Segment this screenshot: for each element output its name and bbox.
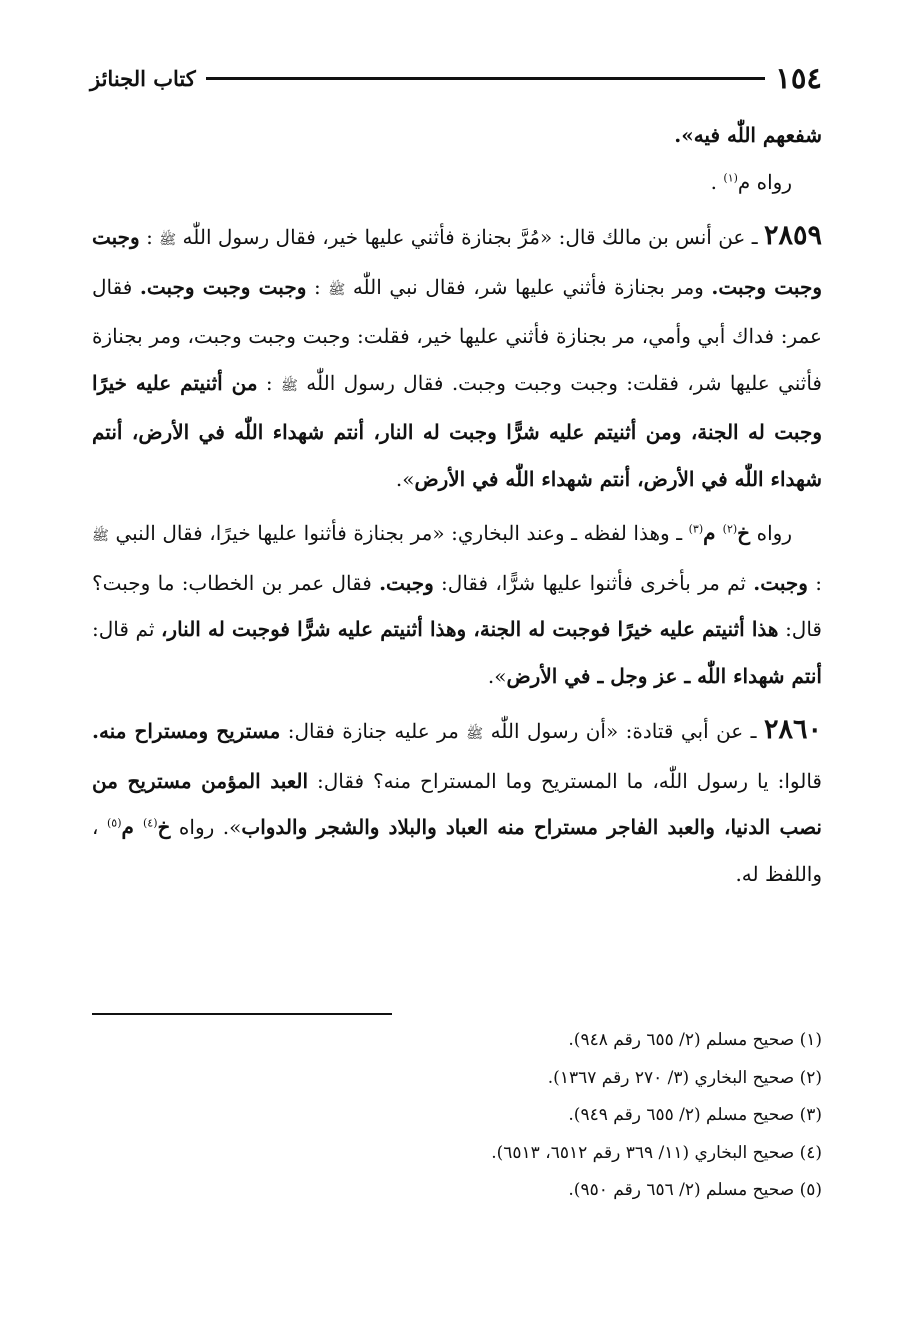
book-title: كتاب الجنائز [90,65,196,91]
page-number: ١٥٤ [775,61,822,95]
footnote-ref-4: (٤) [142,816,158,830]
hadith-number: ٢٨٥٩ [764,220,823,251]
footnote-1: (١) صحيح مسلم (٢/ ٦٥٥ رقم ٩٤٨). [568,1030,822,1050]
main-text [92,112,822,897]
continuation-line: شفعهم اللّٰه فيه». [674,123,822,147]
footnote-divider [92,1013,392,1015]
footnote-ref-2: (٢) [722,522,738,536]
hadith-number: ٢٨٦٠ [763,714,822,745]
footnote-3: (٣) صحيح مسلم (٢/ ٦٥٥ رقم ٩٤٩). [568,1105,822,1125]
narration-2859: رواه خ$^{(٢)}$ م$^{(٣)}$ ـ وهذا لفظه ـ وعند البخاري: «مر بجنازة فأثنوا عليها خيرًا، فقال النبي ﷺ : وجبت. ثم مر بأخرى فأثنوا عليها شرًّا، فقال: وجبت. فقال عمر بن الخطاب: ما وجبت؟ قال: هذا أثنيتم عليه خيرًا فوجبت له الجنة، وهذا أثنيتم عليه شرًّا فوجبت له النار، ثم قال: أنتم شهداء اللّٰه ـ عز وجل ـ في الأرض». [92,521,822,688]
header-rule [206,77,765,80]
footnotes [92,1022,822,1210]
footnote-5: (٥) صحيح مسلم (٢/ ٦٥٦ رقم ٩٥٠). [568,1180,822,1200]
salla-glyph: ﷺ [159,232,177,248]
narration-line: رواه م$^{(١)}$ . [710,169,792,194]
footnote-2: (٢) صحيح البخاري (٣/ ٢٧٠ رقم ١٣٦٧). [547,1067,822,1088]
footnote-ref-5: (٥) [106,816,122,830]
salla-glyph: ﷺ [281,377,298,394]
salla-glyph: ﷺ [328,281,346,298]
footnote-ref-3: (٣) [688,522,704,536]
salla-glyph: ﷺ [92,528,109,544]
page-header [90,58,822,98]
salla-glyph: ﷺ [466,726,484,742]
footnote-ref-1: (١) [723,170,738,184]
hadith-2860: ٢٨٦٠ ـ عن أبي قتادة: «أن رسول اللّٰه ﷺ مر عليه جنازة فقال: مستريح ومستراح منه. قالوا: يا رسول اللّٰه، ما المستريح وما المستراح منه؟ فقال: العبد المؤمن مستريح من نصب الدنيا، والعبد الفاجر مستراح منه العباد والبلاد والشجر والدواب». رواه خ$^{(٤)}$ م$^{(٥)}$ ، واللفظ له. [92,714,822,886]
footnote-4: (٤) صحيح البخاري (١١/ ٣٦٩ رقم ٦٥١٢، ٦٥١٣). [491,1142,822,1163]
hadith-2859: ٢٨٥٩ ـ عن أنس بن مالك قال: «مُرَّ بجنازة فأثني عليها خير، فقال رسول اللّٰه ﷺ : وجبت وجبت وجبت. ومر بجنازة فأثني عليها شر، فقال نبي اللّٰه ﷺ : وجبت وجبت وجبت. فقال عمر: فداك أبي وأمي، مر بجنازة فأثني عليها خير، فقلت: وجبت وجبت وجبت، ومر بجنازة فأثني عليها شر، فقلت: وجبت وجبت وجبت. فقال رسول اللّٰه ﷺ : من أثنيتم عليه خيرًا وجبت له الجنة، ومن أثنيتم عليه شرًّا وجبت له النار، أنتم شهداء اللّٰه في الأرض، أنتم شهداء اللّٰه في الأرض، أنتم شهداء اللّٰه في الأرض». [92,220,823,491]
